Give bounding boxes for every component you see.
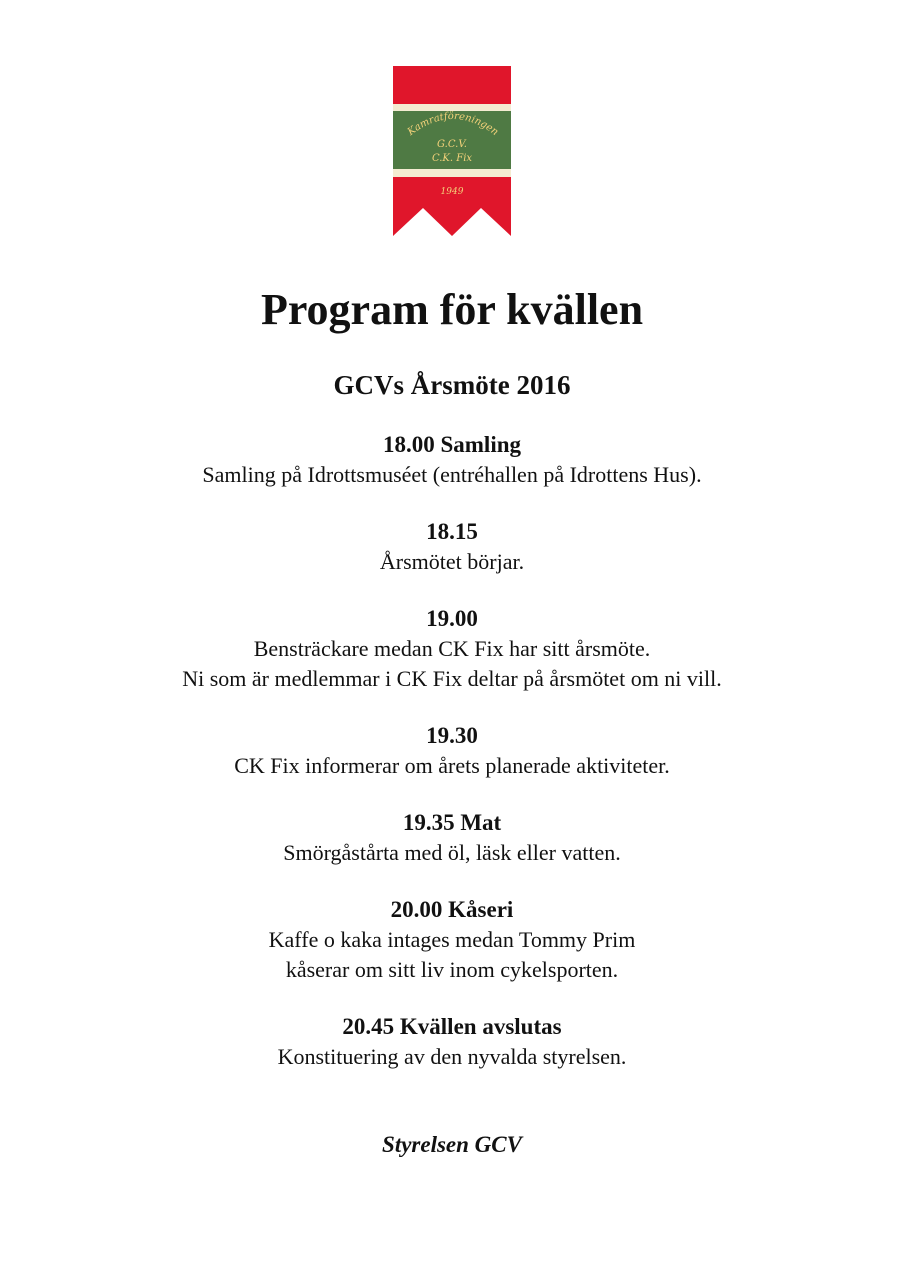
program-item-time: 18.15 [426,519,478,544]
pennant-red-top [393,66,511,104]
program-item-line: Smörgåstårta med öl, läsk eller vatten. [283,840,621,865]
program-item-time: 19.35 Mat [402,810,502,835]
page-subtitle: GCVs Årsmöte 2016 [333,370,571,400]
program-item [0,895,904,985]
program-item-line: Kaffe o kaka intages medan Tommy Prim [268,927,636,952]
pennant-line1: G.C.V. [437,139,467,150]
program-item [0,721,904,781]
program-item-line: Årsmötet börjar. [379,549,525,574]
program-item [0,808,904,868]
club-pennant-logo [393,66,513,238]
program-item-line: Samling på Idrottsmuséet (entréhallen på Idrottens Hus). [202,462,702,487]
program-item [0,1012,904,1072]
program-list [0,430,904,1099]
program-item-time: 19.00 [426,606,478,631]
signature: Styrelsen GCV [382,1132,522,1157]
program-item [0,604,904,694]
program-item-time: 18.00 Samling [382,432,522,457]
program-item [0,517,904,577]
program-item-line: kåserar om sitt liv inom cykelsporten. [285,957,619,982]
pennant-year: 1949 [440,187,464,197]
pennant-cream-stripe-bottom [393,169,511,177]
program-item-line: CK Fix informerar om årets planerade aktiviteter. [234,753,670,778]
program-item [0,430,904,490]
pennant-arc-text: Kamratföreningen [405,110,501,138]
page-title: Program för kvällen [260,285,644,334]
program-item-line: Ni som är medlemmar i CK Fix deltar på årsmötet om ni vill. [182,666,722,691]
program-item-time: 20.45 Kvällen avslutas [342,1014,562,1039]
pennant-red-tail [393,177,511,236]
program-item-line: Konstituering av den nyvalda styrelsen. [277,1044,627,1069]
program-item-time: 20.00 Kåseri [390,897,514,922]
pennant-line2: C.K. Fix [431,153,473,164]
pennant-cream-stripe-top [393,104,511,111]
program-item-time: 19.30 [426,723,478,748]
program-item-line: Bensträckare medan CK Fix har sitt årsmöte. [253,636,651,661]
